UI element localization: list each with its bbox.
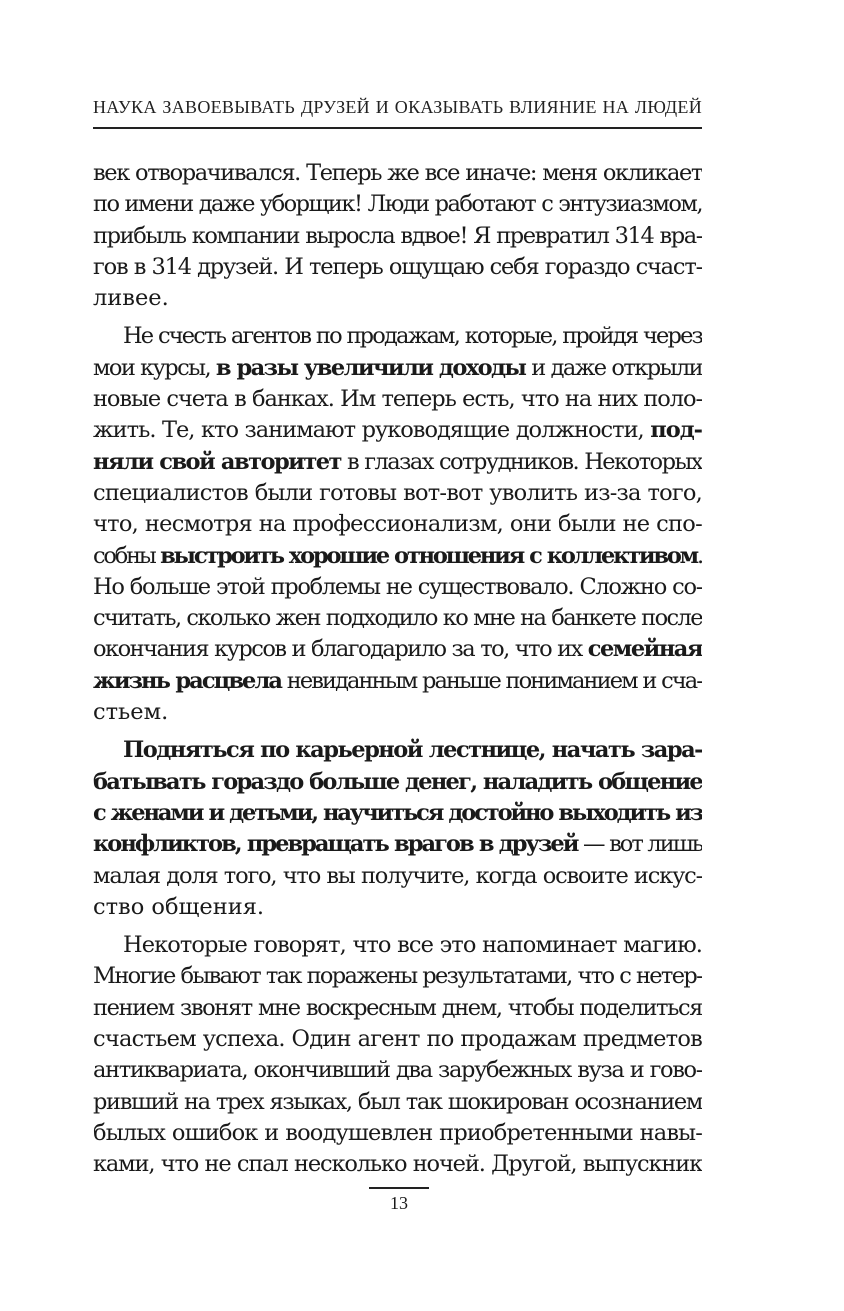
text-line: с женами и детьми, научиться достойно выходить из bbox=[93, 799, 702, 826]
text-line: батывать гораздо больше денег, наладить общение bbox=[93, 768, 702, 795]
text-line: малая доля того, что вы получите, когда освоите искус- bbox=[93, 862, 702, 889]
bold-phrase: конфликтов, превращать врагов в друзей bbox=[93, 831, 578, 858]
bold-phrase: жизнь расцвела bbox=[93, 667, 282, 694]
text-line: мои курсы, в разы увеличили доходы и даже открыли bbox=[93, 354, 702, 381]
running-head: НАУКА ЗАВОЕВЫВАТЬ ДРУЗЕЙ И ОКАЗЫВАТЬ ВЛИЯНИЕ НА ЛЮДЕЙ bbox=[93, 97, 702, 117]
text-line: новые счета в банках. Им теперь есть, что на них поло- bbox=[93, 386, 702, 413]
bold-phrase: семейная bbox=[587, 636, 702, 663]
footer-rule bbox=[369, 1187, 429, 1189]
text-line: жить. Те, кто занимают руководящие должности, под- bbox=[93, 417, 702, 444]
text-line: Не счесть агентов по продажам, которые, пройдя через bbox=[123, 323, 702, 350]
text-line: Но больше этой проблемы не существовало. Сложно со- bbox=[93, 573, 702, 600]
text-line: счастьем успеха. Один агент по продажам предметов bbox=[93, 1026, 702, 1053]
text-line: прибыль компании выросла вдвое! Я превратил 314 вра- bbox=[93, 222, 702, 249]
body-text bbox=[93, 158, 702, 1181]
text-line: Многие бывают так поражены результатами, что с нетер- bbox=[93, 963, 702, 990]
text-line: ками, что не спал несколько ночей. Другой, выпускник bbox=[93, 1151, 702, 1178]
text-line: век отворачивался. Теперь же все иначе: меня окликает bbox=[93, 160, 702, 186]
text-line: антиквариата, окончивший два зарубежных вуза и гово- bbox=[93, 1057, 702, 1084]
text-line: гов в 314 друзей. И теперь ощущаю себя гораздо счаст- bbox=[93, 253, 702, 280]
text-line: Подняться по карьерной лестнице, начать зара- bbox=[123, 737, 702, 764]
bold-phrase: выстроить хорошие отношения с коллективом bbox=[160, 542, 698, 569]
text-line: окончания курсов и благодарило за то, что их семейная bbox=[93, 636, 702, 663]
bold-phrase: в разы увеличили доходы bbox=[215, 354, 526, 381]
text-line: считать, сколько жен подходило ко мне на банкете после bbox=[93, 605, 702, 632]
text-line: былых ошибок и воодушевлен приобретенными навы- bbox=[93, 1119, 702, 1146]
text-line: что, несмотря на профессионализм, они были не спо- bbox=[93, 511, 702, 538]
bold-phrase: няли свой авторитет bbox=[93, 448, 341, 475]
bold-phrase: под- bbox=[650, 417, 702, 444]
text-line: жизнь расцвела невиданным раньше пониманием и сча- bbox=[93, 667, 702, 694]
page-number: 13 bbox=[390, 1193, 408, 1213]
text-line: конфликтов, превращать врагов в друзей — вот лишь bbox=[93, 831, 702, 858]
header-rule bbox=[93, 127, 702, 129]
text-line: ривший на трех языках, был так шокирован осознанием bbox=[93, 1088, 702, 1115]
text-line: собны выстроить хорошие отношения с коллективом. bbox=[93, 542, 702, 569]
text-line: стьем. bbox=[93, 699, 169, 726]
text-line: Некоторые говорят, что все это напоминает магию. bbox=[123, 932, 702, 959]
text-line: по имени даже уборщик! Люди работают с энтузиазмом, bbox=[93, 191, 702, 218]
text-line: ливее. bbox=[93, 285, 169, 312]
text-line: ство общения. bbox=[93, 893, 265, 920]
text-line: пением звонят мне воскресным днем, чтобы поделиться bbox=[93, 994, 702, 1021]
text-line: специалистов были готовы вот-вот уволить из-за того, bbox=[93, 479, 702, 506]
text-line: няли свой авторитет в глазах сотрудников. Некоторых bbox=[93, 448, 702, 475]
